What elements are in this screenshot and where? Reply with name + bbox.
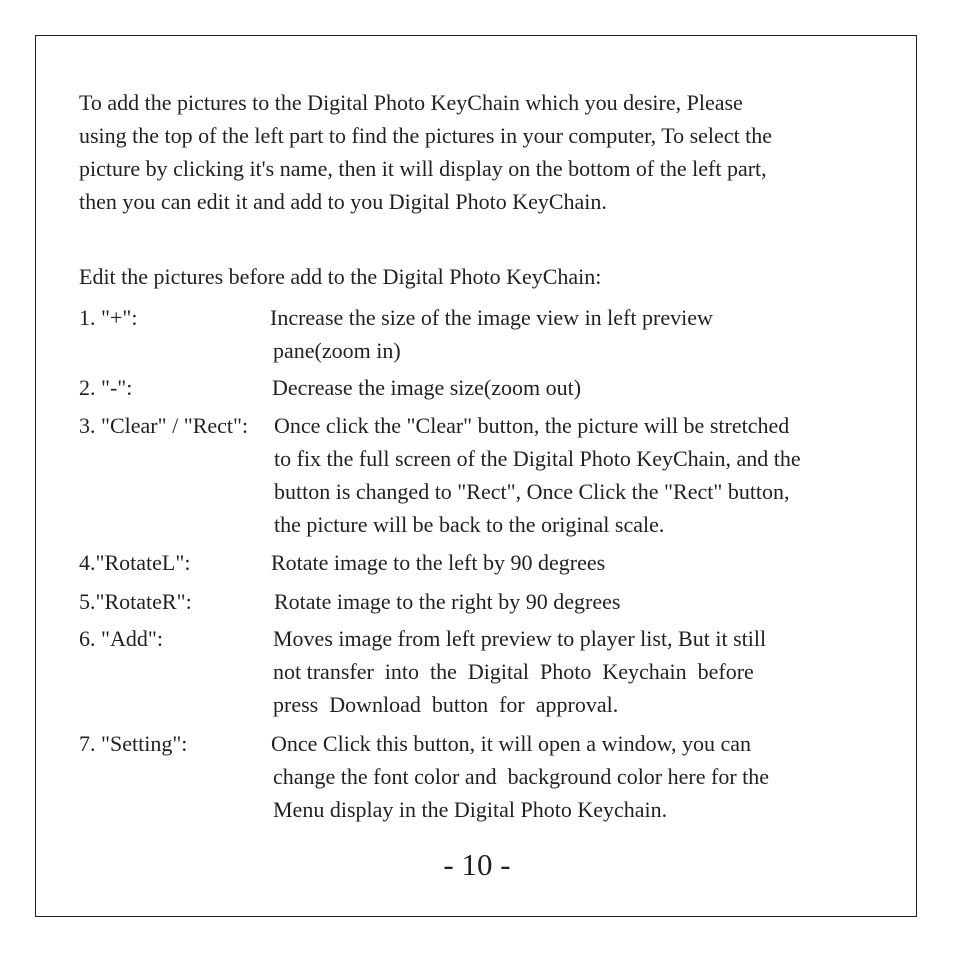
item-desc-line: Rotate image to the right by 90 degrees: [274, 589, 621, 614]
item-desc-zoom-out: [272, 371, 581, 404]
item-desc-line: Once click the "Clear" button, the picture will be stretched: [274, 413, 790, 438]
item-desc-line: Decrease the image size(zoom out): [272, 375, 582, 400]
intro-line: then you can edit it and add to you Digital Photo KeyChain.: [79, 189, 607, 214]
item-desc-line: pane(zoom in): [273, 338, 401, 363]
item-label-add: 6. "Add":: [79, 626, 163, 651]
item-desc-rotate-left: [271, 546, 605, 579]
item-label-clear-rect: 3. "Clear" / "Rect":: [79, 413, 249, 438]
intro-line: picture by clicking it's name, then it will display on the bottom of the left part,: [79, 156, 767, 181]
intro-line: To add the pictures to the Digital Photo KeyChain which you desire, Please: [79, 90, 743, 115]
item-desc-line: Menu display in the Digital Photo Keychain.: [273, 797, 668, 822]
item-desc-line: Moves image from left preview to player list, But it still: [273, 626, 767, 651]
item-label-rotate-right: 5."RotateR":: [79, 589, 192, 614]
item-label-rotate-left: 4."RotateL":: [79, 550, 191, 575]
item-label-zoom-in: 1. "+":: [79, 305, 138, 330]
item-label-setting: 7. "Setting":: [79, 731, 188, 756]
item-desc-line: Increase the size of the image view in left preview: [270, 305, 713, 330]
list-heading: Edit the pictures before add to the Digital Photo KeyChain:: [79, 264, 602, 289]
item-desc-clear-rect: [274, 409, 801, 541]
item-desc-line: Rotate image to the left by 90 degrees: [271, 550, 606, 575]
item-desc-line: change the font color and background color here for the: [273, 764, 770, 789]
page-number: - 10 -: [443, 847, 511, 882]
item-desc-line: Once Click this button, it will open a window, you can: [271, 731, 752, 756]
item-desc-line: not transfer into the Digital Photo Keychain before: [273, 659, 754, 684]
item-desc-line: the picture will be back to the original scale.: [274, 512, 665, 537]
intro-paragraph: [79, 86, 879, 218]
item-desc-zoom-in: [270, 301, 713, 367]
item-desc-add: [273, 622, 766, 721]
intro-line: using the top of the left part to find the pictures in your computer, To select the: [79, 123, 773, 148]
item-desc-line: button is changed to "Rect", Once Click the "Rect" button,: [274, 479, 790, 504]
item-label-zoom-out: 2. "-":: [79, 375, 133, 400]
item-desc-line: to fix the full screen of the Digital Photo KeyChain, and the: [274, 446, 801, 471]
item-desc-rotate-right: [274, 585, 620, 618]
item-desc-setting: [271, 727, 769, 826]
item-desc-line: press Download button for approval.: [273, 692, 619, 717]
